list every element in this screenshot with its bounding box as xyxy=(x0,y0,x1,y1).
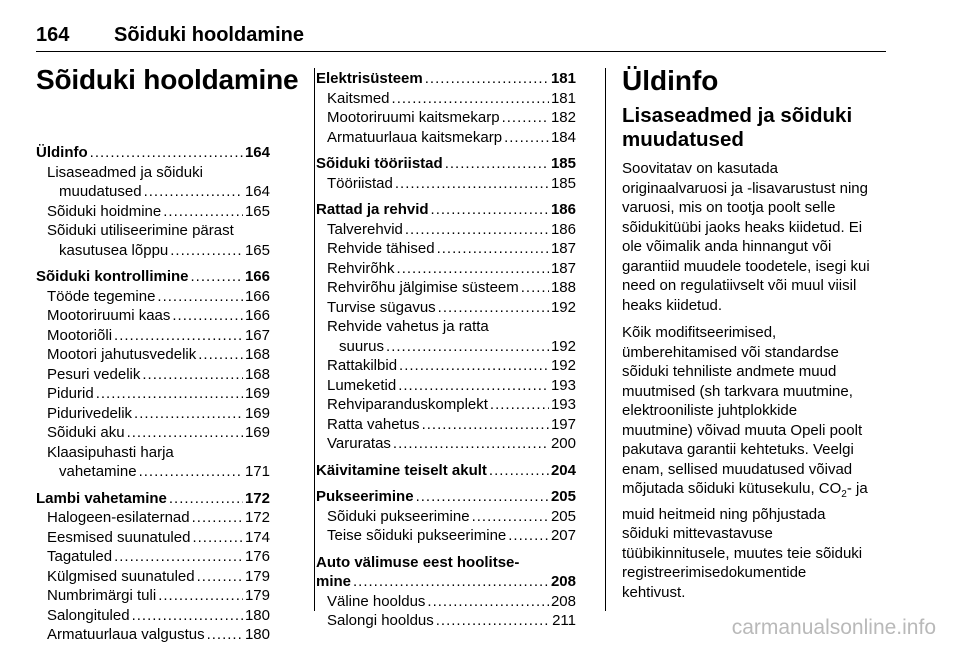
co2-suffix: - ja xyxy=(846,480,868,497)
toc-page-number: 205 xyxy=(550,488,576,505)
toc-page-number: 208 xyxy=(550,573,576,590)
article-column xyxy=(622,64,892,602)
toc-leader-dots xyxy=(386,337,549,357)
toc-leader-dots xyxy=(422,415,549,435)
toc-entry-label: Sõiduki tööriistad xyxy=(316,155,443,172)
toc-entry[interactable] xyxy=(36,345,270,365)
toc-leader-dots xyxy=(427,592,549,612)
toc-leader-dots xyxy=(169,489,243,509)
page-number: 164 xyxy=(36,24,70,46)
toc-entry[interactable] xyxy=(36,365,270,385)
toc-entry-label: Kaitsmed xyxy=(327,89,390,107)
toc-leader-dots xyxy=(445,154,549,174)
toc-entry[interactable] xyxy=(36,287,270,307)
toc-entry[interactable] xyxy=(316,592,576,612)
toc-entry[interactable]: Lisaseadmed ja sõiduki xyxy=(47,163,203,181)
watermark: carmanualsonline.info xyxy=(731,616,936,639)
toc-entry-label: Sõiduki aku xyxy=(47,424,125,441)
toc-page-number: 166 xyxy=(244,307,270,324)
toc-section-entry[interactable] xyxy=(36,143,270,163)
toc-page-number: 182 xyxy=(550,109,576,126)
co2-line xyxy=(622,480,868,500)
paragraph-1 xyxy=(622,159,892,315)
toc-page-number: 168 xyxy=(244,365,270,383)
toc-section-entry[interactable] xyxy=(316,154,576,174)
toc-entry-label: Lumeketid xyxy=(327,376,397,394)
toc-entry[interactable] xyxy=(316,128,576,148)
toc-page-number: 204 xyxy=(550,461,576,479)
toc-entry[interactable] xyxy=(36,182,270,202)
toc-section-entry[interactable] xyxy=(36,489,270,509)
toc-entry[interactable] xyxy=(36,241,270,261)
toc-entry[interactable] xyxy=(36,528,270,548)
toc-page-number: 172 xyxy=(244,509,270,526)
toc-section-entry[interactable] xyxy=(316,461,576,481)
toc-leader-dots xyxy=(163,202,243,222)
toc-entry-label: Külgmised suunatuled xyxy=(47,567,195,585)
toc-section-entry[interactable]: Auto välimuse eest hoolitse- xyxy=(316,553,520,571)
toc-page-number: 174 xyxy=(244,528,270,546)
toc-entry-label: Teise sõiduki pukseerimine xyxy=(327,527,507,544)
toc-entry-label: Sõiduki pukseerimine xyxy=(327,507,470,525)
text-line: ümberehitamised või standardse xyxy=(622,343,839,361)
toc-page-number: 168 xyxy=(244,346,270,363)
toc-page-number: 188 xyxy=(550,279,576,296)
toc-entry-label: Pidurivedelik xyxy=(47,404,133,422)
toc-section-entry[interactable] xyxy=(316,487,576,507)
text-line: sõidukitüübi jaoks heaks kiidetud. Ei xyxy=(622,218,863,236)
toc-entry-label: Käivitamine teiselt akult xyxy=(316,461,487,479)
toc-page-number: 169 xyxy=(244,385,270,402)
toc-entry[interactable] xyxy=(36,508,270,528)
toc-entry-label: Elektrisüsteem xyxy=(316,70,423,87)
toc-entry[interactable] xyxy=(36,404,270,424)
toc-entry[interactable] xyxy=(316,220,576,240)
toc-leader-dots xyxy=(436,611,550,631)
toc-page-number: 180 xyxy=(244,606,270,624)
toc-section-entry[interactable] xyxy=(316,69,576,89)
toc-entry-label: kasutusea lõppu xyxy=(59,241,169,259)
toc-page-number: 164 xyxy=(244,144,270,161)
toc-entry[interactable] xyxy=(36,567,270,587)
toc-leader-dots xyxy=(144,182,243,202)
toc-leader-dots xyxy=(437,239,549,259)
toc-leader-dots xyxy=(405,220,549,240)
toc-page-number: 186 xyxy=(550,220,576,238)
toc-page-number: 187 xyxy=(550,240,576,257)
toc-section-entry[interactable] xyxy=(316,572,576,592)
toc-leader-dots xyxy=(508,526,549,546)
toc-leader-dots xyxy=(521,278,549,298)
toc-entry-label: Armatuurlaua valgustus xyxy=(47,626,205,643)
toc-entry-label: Rattakilbid xyxy=(327,357,398,374)
toc-page-number: 180 xyxy=(244,626,270,643)
toc-entry[interactable] xyxy=(36,306,270,326)
toc-page-number: 192 xyxy=(550,298,576,316)
toc-entry-label: Numbrimärgi tuli xyxy=(47,587,157,604)
toc-leader-dots xyxy=(90,143,243,163)
toc-leader-dots xyxy=(425,69,549,89)
text-line: need on regulatiivselt või muul viisil xyxy=(622,277,857,294)
toc-page-number: 185 xyxy=(550,155,576,172)
toc-page-number: 207 xyxy=(550,527,576,544)
text-line: muid heitmeid ning põhjustada xyxy=(622,505,826,523)
text-line: Kõik modifitseerimised, xyxy=(622,324,777,341)
text-line: sõiduki mittevastavuse xyxy=(622,525,773,542)
header-rule xyxy=(36,51,886,52)
toc-entry[interactable] xyxy=(36,462,270,482)
toc-entry-label: Lambi vahetamine xyxy=(36,489,167,507)
toc-leader-dots xyxy=(127,423,243,443)
toc-section-entry[interactable] xyxy=(316,200,576,220)
toc-entry-label: Salongituled xyxy=(47,606,130,624)
toc-page-number: 166 xyxy=(244,287,270,305)
toc-entry-label: Mootoriruumi kaitsmekarp xyxy=(327,109,500,126)
column-divider-left xyxy=(314,68,315,611)
toc-leader-dots xyxy=(392,89,549,109)
toc-entry-label: Mootoriruumi kaas xyxy=(47,307,171,324)
toc-page-number: 197 xyxy=(550,415,576,433)
toc-entry[interactable] xyxy=(316,89,576,109)
toc-entry[interactable] xyxy=(36,384,270,404)
text-line: varuosi, mis on tootja poolt selle xyxy=(622,199,836,216)
toc-leader-dots xyxy=(504,128,549,148)
toc-page-number: 169 xyxy=(244,424,270,441)
toc-entry[interactable] xyxy=(36,586,270,606)
toc-entry[interactable] xyxy=(316,611,576,631)
text-line: muutmised (sh tarkvara muutmine, xyxy=(622,382,853,400)
toc-entry[interactable] xyxy=(36,202,270,222)
toc-entry-label: suurus xyxy=(339,337,385,355)
text-line: ole võimalik anda hinnangut või xyxy=(622,238,832,255)
toc-entry-label: muudatused xyxy=(59,183,142,200)
toc-leader-dots xyxy=(198,345,243,365)
toc-page-number: 200 xyxy=(550,435,576,452)
toc-section-entry[interactable] xyxy=(36,267,270,287)
toc-entry[interactable] xyxy=(316,415,576,435)
toc-leader-dots xyxy=(393,434,549,454)
toc-entry-label: Varuratas xyxy=(327,435,391,452)
toc-entry[interactable] xyxy=(36,606,270,626)
toc-entry-label: Tööde tegemine xyxy=(47,287,156,305)
toc-entry-label: Talverehvid xyxy=(327,220,403,238)
text-line: muutmine) võivad muuta Opeli poolt xyxy=(622,421,863,439)
toc-entry-label: Pukseerimine xyxy=(316,488,414,505)
toc-leader-dots xyxy=(192,508,243,528)
toc-entry-label: Halogeen-esilaternad xyxy=(47,509,190,526)
text-line: Soovitatav on kasutada xyxy=(622,160,778,177)
toc-entry[interactable] xyxy=(316,395,576,415)
toc-leader-dots xyxy=(170,241,243,261)
co2-prefix: mõjutada sõiduki kütusekulu, CO xyxy=(622,480,842,497)
toc-leader-dots xyxy=(431,200,549,220)
text-line: elektrooniliste juhtplokkide xyxy=(622,402,798,419)
toc-leader-dots xyxy=(416,487,549,507)
running-title: Sõiduki hooldamine xyxy=(114,24,305,46)
toc-entry-label: Sõiduki kontrollimine xyxy=(36,268,189,285)
toc-leader-dots xyxy=(172,306,243,326)
article-heading: Üldinfo xyxy=(622,65,719,96)
article-subheading: Lisaseadmed ja sõiduki muudatused xyxy=(622,104,853,151)
toc-entry-label: Rehvirõhk xyxy=(327,259,395,277)
text-line: originaalvaruosi ja -lisavarustust ning xyxy=(622,179,868,197)
toc-entry-label: Pesuri vedelik xyxy=(47,365,141,383)
toc-leader-dots xyxy=(399,356,549,376)
toc-entry[interactable] xyxy=(316,337,576,357)
toc-left-column xyxy=(36,143,270,645)
toc-entry[interactable] xyxy=(36,326,270,346)
toc-entry-label: Sõiduki hoidmine xyxy=(47,202,162,220)
toc-page-number: 169 xyxy=(244,404,270,422)
toc-page-number: 181 xyxy=(550,89,576,107)
toc-entry-label: Armatuurlaua kaitsmekarp xyxy=(327,128,503,146)
toc-leader-dots xyxy=(395,174,549,194)
toc-leader-dots xyxy=(353,572,549,592)
toc-entry[interactable] xyxy=(316,298,576,318)
toc-leader-dots xyxy=(397,259,549,279)
toc-entry-label: Turvise sügavus xyxy=(327,298,436,316)
toc-entry-label: Rehvide tähised xyxy=(327,240,435,257)
toc-entry[interactable] xyxy=(36,423,270,443)
toc-entry-label: Mootori jahutusvedelik xyxy=(47,346,197,363)
toc-entry[interactable] xyxy=(316,434,576,454)
toc-entry-label: vahetamine xyxy=(59,463,137,480)
toc-leader-dots xyxy=(490,395,549,415)
toc-entry-label: Pidurid xyxy=(47,385,94,402)
text-line: registreerimisedokumentide xyxy=(622,564,807,581)
toc-entry[interactable]: Klaasipuhasti harja xyxy=(47,443,174,461)
toc-leader-dots xyxy=(158,586,243,606)
toc-leader-dots xyxy=(114,326,243,346)
toc-entry-label: Eesmised suunatuled xyxy=(47,528,191,546)
toc-page-number: 179 xyxy=(244,567,270,585)
toc-entry[interactable]: Rehvide vahetus ja ratta xyxy=(327,318,489,335)
toc-entry-label: Mootoriõli xyxy=(47,326,113,344)
toc-entry[interactable] xyxy=(316,507,576,527)
toc-page-number: 179 xyxy=(244,587,270,604)
toc-page-number: 187 xyxy=(550,259,576,277)
toc-entry-label: Salongi hooldus xyxy=(327,612,434,629)
section-title: Sõiduki hooldamine xyxy=(36,64,299,95)
toc-leader-dots xyxy=(398,376,549,396)
toc-leader-dots xyxy=(114,547,243,567)
toc-page-number: 176 xyxy=(244,548,270,565)
toc-page-number: 193 xyxy=(550,376,576,394)
toc-entry-label: Tagatuled xyxy=(47,548,113,565)
toc-leader-dots xyxy=(502,108,549,128)
toc-page-number: 165 xyxy=(244,202,270,220)
text-line: heaks kiidetud. xyxy=(622,296,723,314)
text-line: pakutava garantii kehtetuks. Veelgi xyxy=(622,441,854,458)
toc-entry[interactable] xyxy=(316,376,576,396)
toc-page-number: 208 xyxy=(550,592,576,610)
toc-page-number: 181 xyxy=(550,70,576,87)
toc-leader-dots xyxy=(472,507,549,527)
toc-leader-dots xyxy=(197,567,243,587)
toc-page-number: 164 xyxy=(244,183,270,200)
toc-entry-label: Ratta vahetus xyxy=(327,415,420,433)
column-divider-right xyxy=(605,68,606,611)
toc-leader-dots xyxy=(191,267,243,287)
toc-entry-label: Rehvirõhu jälgimise süsteem xyxy=(327,279,519,296)
toc-page-number: 193 xyxy=(550,396,576,413)
toc-entry[interactable] xyxy=(36,547,270,567)
toc-leader-dots xyxy=(489,461,549,481)
toc-page-number: 165 xyxy=(244,241,270,259)
toc-middle-column xyxy=(316,69,576,631)
toc-entry[interactable]: Sõiduki utiliseerimine pärast xyxy=(47,222,234,239)
toc-page-number: 185 xyxy=(550,174,576,192)
toc-entry[interactable] xyxy=(316,259,576,279)
text-line: enam, sellised muudatused võivad xyxy=(622,460,853,478)
toc-page-number: 186 xyxy=(550,201,576,218)
toc-leader-dots xyxy=(132,606,243,626)
toc-entry[interactable] xyxy=(316,239,576,259)
toc-leader-dots xyxy=(142,365,243,385)
toc-page-number: 211 xyxy=(552,612,576,629)
toc-leader-dots xyxy=(96,384,243,404)
toc-page-number: 166 xyxy=(244,268,270,285)
toc-entry-label: Rattad ja rehvid xyxy=(316,201,429,218)
toc-page-number: 171 xyxy=(244,463,270,480)
toc-entry[interactable] xyxy=(316,108,576,128)
toc-entry[interactable] xyxy=(316,526,576,546)
text-line: garantiid muudele toodetele, isegi kui xyxy=(622,257,870,275)
toc-page-number: 184 xyxy=(550,128,576,146)
text-line: tüübikinnitusele, muutes teie sõiduki xyxy=(622,544,863,562)
co2-subscript: 2 xyxy=(841,489,847,500)
text-line: kehtivust. xyxy=(622,583,686,601)
toc-page-number: 192 xyxy=(550,337,576,355)
toc-leader-dots xyxy=(157,287,243,307)
toc-leader-dots xyxy=(134,404,243,424)
toc-leader-dots xyxy=(192,528,243,548)
text-line: sõiduki tehniliste andmete muud xyxy=(622,363,837,380)
toc-leader-dots xyxy=(139,462,243,482)
toc-page-number: 172 xyxy=(244,489,270,507)
toc-page-number: 192 xyxy=(550,357,576,374)
toc-leader-dots xyxy=(438,298,549,318)
toc-entry-label: Tööriistad xyxy=(327,174,393,192)
toc-entry[interactable] xyxy=(316,356,576,376)
toc-entry-label: Väline hooldus xyxy=(327,592,426,610)
toc-page-number: 205 xyxy=(550,507,576,525)
toc-entry-label: Üldinfo xyxy=(36,144,88,161)
paragraph-2 xyxy=(622,323,892,602)
toc-entry-label: mine xyxy=(316,573,352,590)
toc-entry-label: Rehviparanduskomplekt xyxy=(327,396,488,413)
page-header xyxy=(36,10,886,50)
toc-page-number: 167 xyxy=(244,326,270,344)
toc-entry[interactable] xyxy=(316,278,576,298)
toc-entry[interactable] xyxy=(316,174,576,194)
